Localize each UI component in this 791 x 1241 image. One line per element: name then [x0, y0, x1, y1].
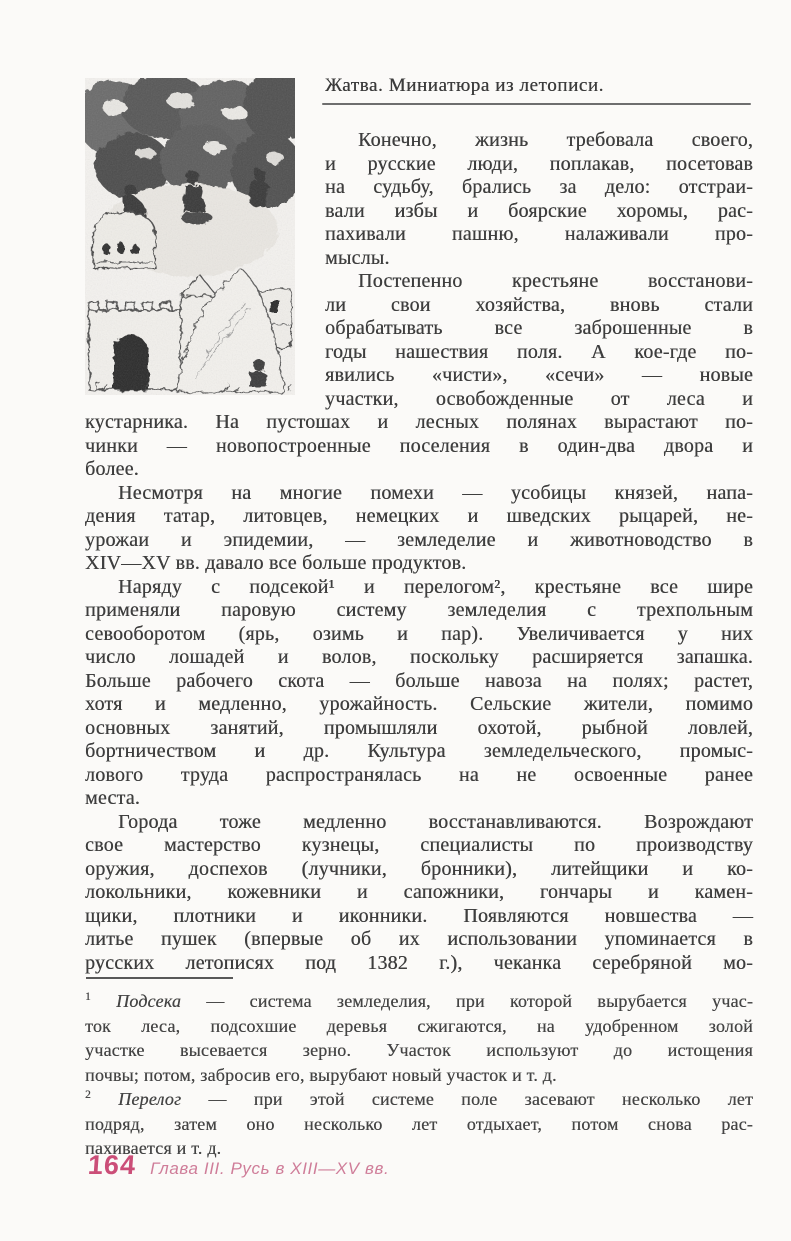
- page-footer: [88, 1150, 389, 1181]
- text-line: Больше рабочего скота — больше навоза на полях; растет,: [85, 669, 753, 692]
- text-line: обрабатывать все заброшенные в: [325, 317, 753, 339]
- footnote-divider: [86, 977, 233, 979]
- footnote-line: участке высевается зерно. Участок используют до истощения: [85, 1040, 753, 1060]
- chapter-title: Глава III. Русь в XIII—XV вв.: [150, 1159, 390, 1178]
- caption-divider: [322, 103, 751, 105]
- text-line: число лошадей и волов, поскольку расширяется запашка.: [85, 646, 753, 668]
- text-line: оружия, доспехов (лучники, бронники), литейщики и ко-: [85, 857, 753, 880]
- text-line: хотя и медленно, урожайность. Сельские жители, помимо: [85, 693, 753, 715]
- text-line: свое мастерство кузнецы, специалисты по производству: [85, 834, 753, 856]
- text-line: мыслы.: [325, 246, 390, 269]
- text-line: Конечно, жизнь требовала своего,: [358, 129, 753, 151]
- footnote-line: почвы; потом, забросив его, вырубают новый участок и т. д.: [85, 1064, 557, 1085]
- footnote-line: [85, 1087, 753, 1112]
- text-line: дения татар, литовцев, немецких и шведских рыцарей, не-: [85, 505, 753, 527]
- image-caption: Жатва. Миниатюра из летописи.: [325, 75, 604, 96]
- footnote-line: подряд, затем оно несколько лет отдыхает, потом снова рас-: [85, 1113, 753, 1134]
- text-line: Наряду с подсекой¹ и перелогом², крестьяне все шире: [118, 575, 753, 598]
- text-line: и русские люди, поплакав, посетовав: [325, 152, 753, 175]
- footnote-term: Перелог: [118, 1089, 182, 1109]
- text-line: Постепенно крестьяне восстанови-: [358, 270, 753, 292]
- text-line: участки, освобожденные от леса и: [325, 387, 753, 410]
- text-line: на судьбу, брались за дело: отстраи-: [325, 176, 753, 198]
- text-line: русских летописях под 1382 г.), чеканка серебряной мо-: [85, 951, 753, 974]
- text-line: лового труда распространялась на не освоенные ранее: [85, 763, 753, 786]
- text-line: урожаи и эпидемии, — земледелие и животноводство в: [85, 528, 753, 551]
- footnotes: [85, 989, 753, 1161]
- text-line: литье пушек (впервые об их использовании упоминается в: [85, 928, 753, 950]
- text-line: ли свои хозяйства, вновь стали: [325, 293, 753, 316]
- text-line: применяли паровую систему земледелия с трехпольным: [85, 599, 753, 621]
- text-line: Несмотря на многие помехи — усобицы князей, напа-: [118, 481, 753, 504]
- text-line: Города тоже медленно восстанавливаются. Возрождают: [118, 810, 753, 833]
- footnote-marker: 2: [85, 1089, 91, 1101]
- footnote-text: — система земледелия, при которой вырубается учас-: [206, 991, 754, 1011]
- text-line: XIV—XV вв. давало все больше продуктов.: [85, 552, 467, 574]
- text-line: более.: [85, 458, 139, 480]
- text-line: севооборотом (ярь, озимь и пар). Увеличивается у них: [85, 622, 753, 645]
- text-line: места.: [85, 787, 140, 809]
- footnote-term: Подсека: [116, 991, 182, 1011]
- text-line: щики, плотники и иконники. Появляются новшества —: [85, 904, 753, 927]
- footnote-line: пахивается и т. д.: [85, 1138, 222, 1158]
- text-line: явились «чисти», «сечи» — новые: [325, 364, 753, 386]
- footnote-line: ток леса, подсохшие деревья сжигаются, на удобренном золой: [85, 1015, 753, 1036]
- footnote-marker: 1: [85, 991, 91, 1003]
- text-line: годы нашествия поля. А кое-где по-: [325, 340, 753, 363]
- footnote-line: [85, 989, 753, 1014]
- text-line: основных занятий, промышляли охотой, рыбной ловлей,: [85, 716, 753, 739]
- body-text: [85, 129, 753, 975]
- text-line: пахивали пашню, налаживали про-: [325, 223, 753, 245]
- text-line: локольники, кожевники и сапожники, гончары и камен-: [85, 881, 753, 903]
- text-line: кустарника. На пустошах и лесных полянах вырастают по-: [85, 411, 753, 433]
- footnote-text: — при этой системе поле засевают несколько лет: [208, 1089, 754, 1109]
- page-number: 164: [86, 1150, 138, 1180]
- text-line: вали избы и боярские хоромы, рас-: [325, 199, 753, 222]
- text-line: чинки — новопостроенные поселения в один-два двора и: [85, 434, 753, 457]
- text-line: бортничеством и др. Культура земледельческого, промыс-: [85, 740, 753, 762]
